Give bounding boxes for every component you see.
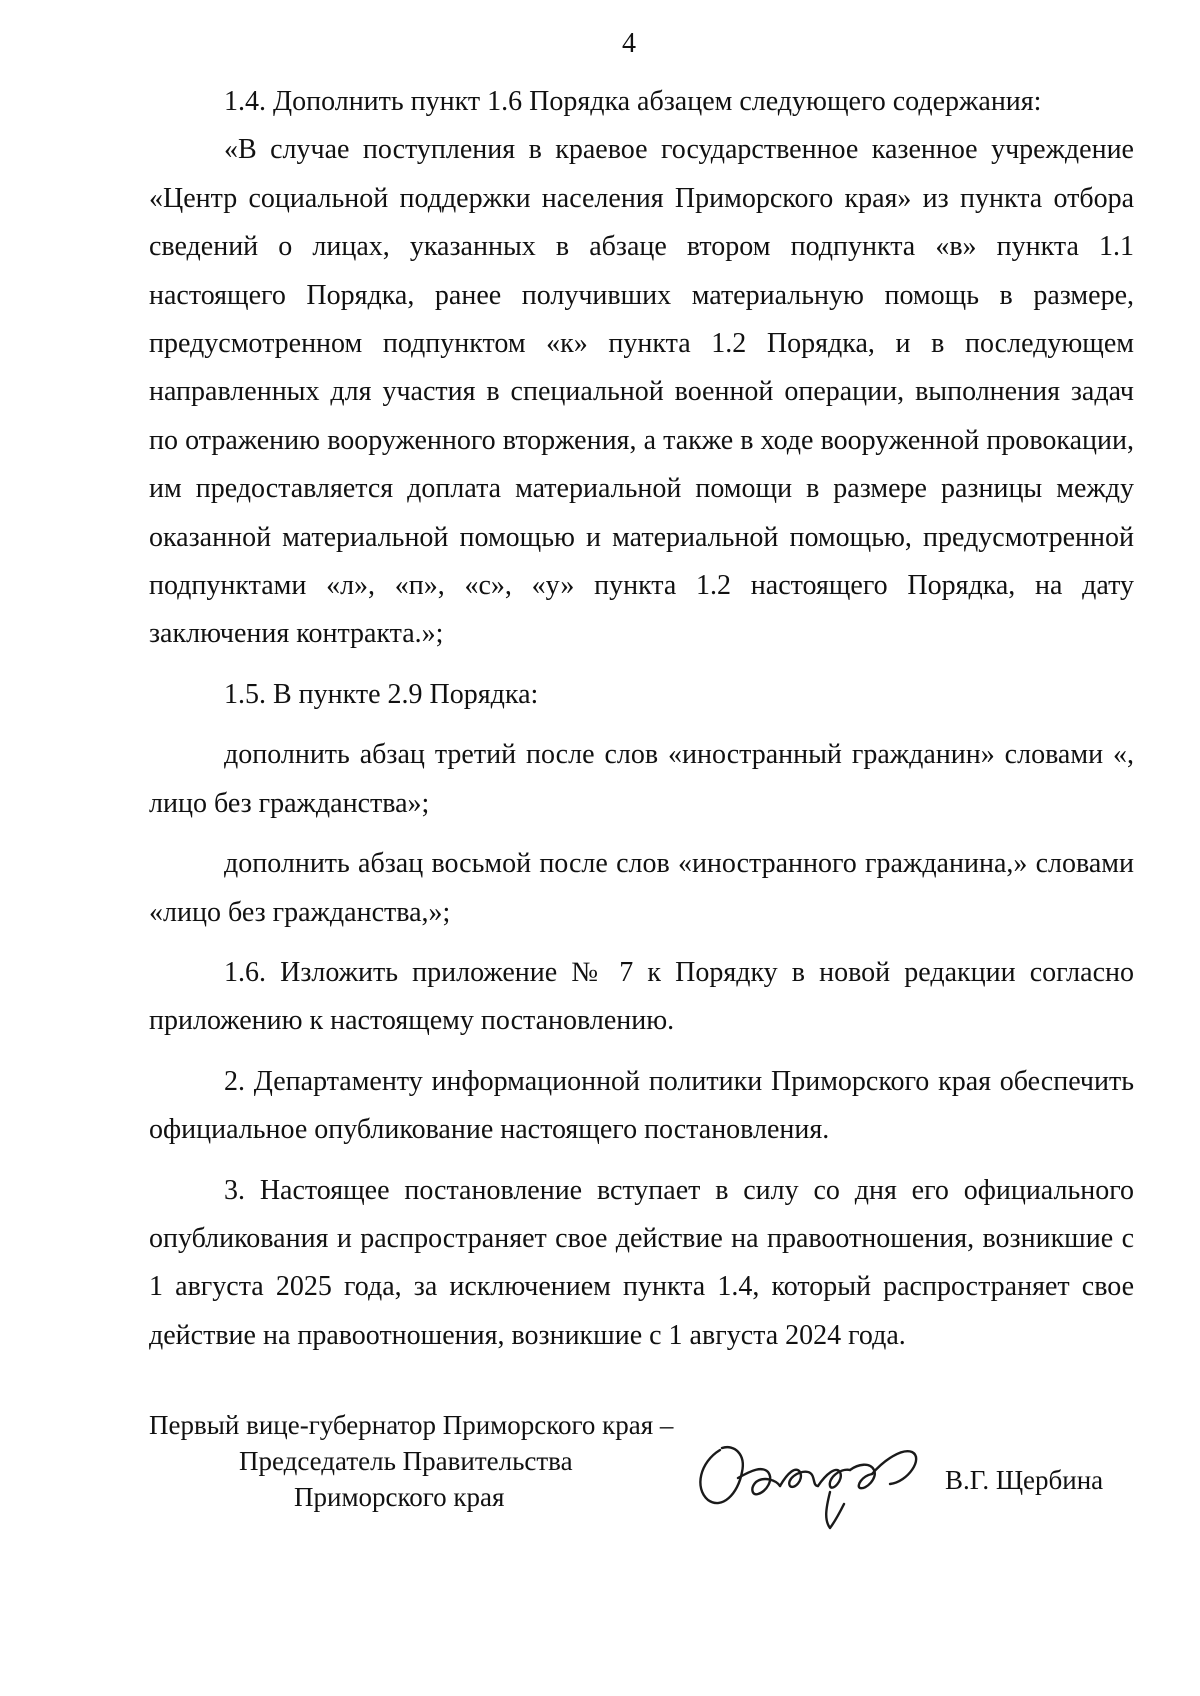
paragraph-2: 2. Департаменту информационной политики Приморского края обеспечить официальное опубликование настоящего постановления. [149, 1065, 1134, 1146]
signature-icon [680, 1420, 935, 1535]
paragraph-1-5: 1.5. В пункте 2.9 Порядка: [224, 678, 539, 710]
paragraph-1-4-quote: «В случае поступления в краевое государственное казенное учреждение «Центр социальной поддержки населения Приморского края» из пункта отбора сведений о лицах, указанных в абзаце втором подпункта «в» пункта 1.1 настоящего Порядка, ранее получивших материальную помощь в размере, предусмотренном подпунктом «к» пункта 1.2 Порядка, и в последующем направленных для участия в специальной военной операции, выполнения задач по отражению вооруженного вторжения, а также в ходе вооруженной провокации, им предоставляется доплата материальной помощи в размере разницы между оказанной материальной помощью и материальной помощью, предусмотренной подпунктами «л», «п», «с», «у» пункта 1.2 настоящего Порядка, на дату заключения контракта.»; [149, 134, 1134, 650]
position-line-3: Приморского края [294, 1482, 505, 1512]
position-line-2: Председатель Правительства [239, 1446, 573, 1476]
paragraph-1-4: 1.4. Дополнить пункт 1.6 Порядка абзацем следующего содержания: [224, 86, 1042, 117]
paragraph-1-6: 1.6. Изложить приложение № 7 к Порядку в новой редакции согласно приложению к настоящему постановлению. [149, 956, 1134, 1037]
paragraph-1-5-item-1: дополнить абзац третий после слов «иностранный гражданин» словами «, лицо без гражданства»; [149, 739, 1134, 819]
paragraph-1-5-item-2: дополнить абзац восьмой после слов «иностранного гражданина,» словами «лицо без гражданства,»; [149, 848, 1134, 928]
page-number: 4 [622, 28, 636, 59]
position-line-1: Первый вице-губернатор Приморского края – [149, 1410, 674, 1440]
document-body [149, 78, 1134, 1360]
paragraph-3: 3. Настоящее постановление вступает в силу со дня его официального опубликования и распространяет свое действие на правоотношения, возникшие с 1 августа 2025 года, за исключением пункта 1.4, который распространяет свое действие на правоотношения, возникшие с 1 августа 2024 года. [149, 1174, 1134, 1351]
signatory-name: В.Г. Щербина [945, 1465, 1104, 1495]
